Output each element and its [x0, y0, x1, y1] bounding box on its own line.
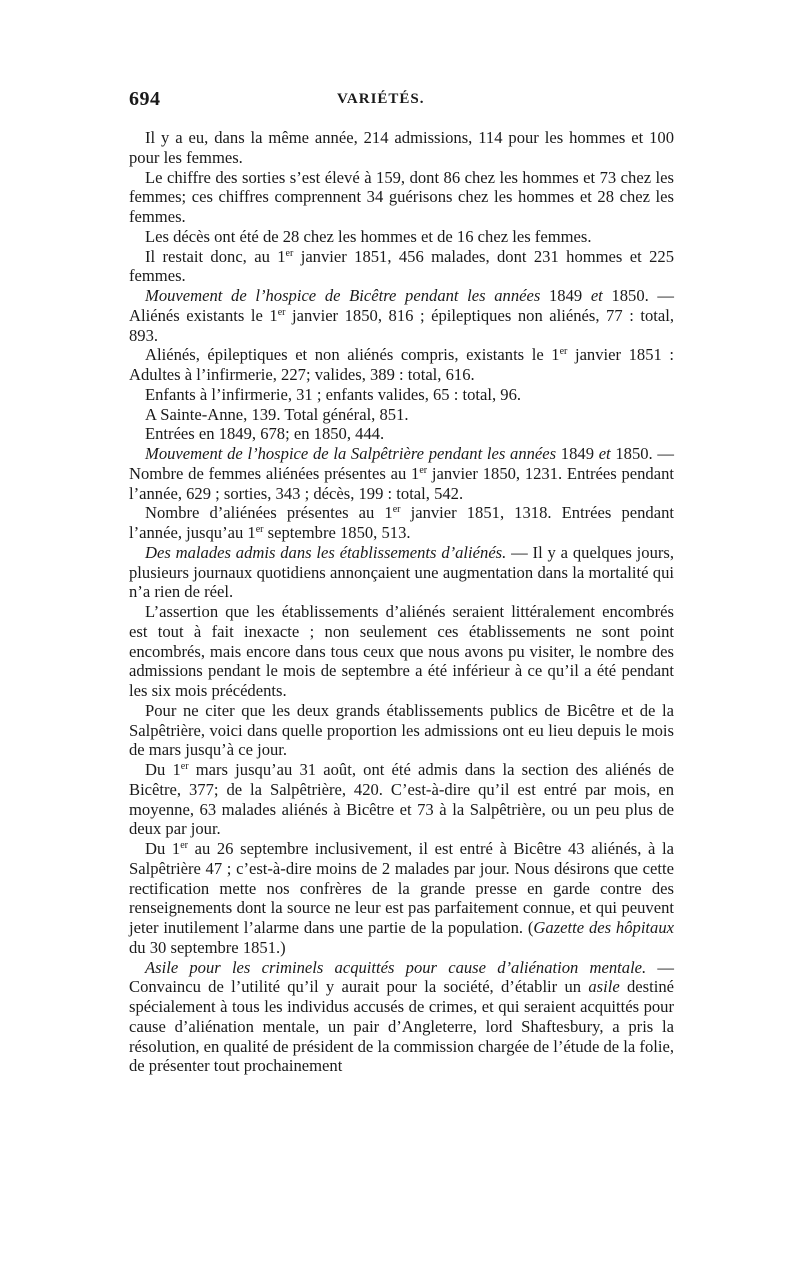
- text-run: — Il y a quelques jours, plusieurs journaux quotidiens annonçaient une augmentation dans la mortalité qui n’a rien de réel.: [129, 542, 675, 602]
- page-number: 694: [129, 88, 161, 110]
- text-run: Il restait donc, au 1: [145, 246, 286, 266]
- paragraph: [129, 839, 674, 958]
- text-run: 1850. — Aliénés existants le 1: [129, 286, 675, 325]
- text-run: — Convaincu de l’utilité qu’il y aurait pour la société, d’établir un: [129, 957, 675, 997]
- italic-text: et: [590, 286, 603, 305]
- text-run: du 30 septembre 1851.): [129, 937, 286, 957]
- paragraph: [129, 286, 674, 345]
- paragraph: [129, 602, 674, 701]
- paragraph: [129, 128, 674, 168]
- text-run: janvier 1850, 816 ; épileptiques non aliénés, 77 : total, 893.: [129, 305, 674, 345]
- paragraph: [129, 227, 674, 247]
- superscript: er: [559, 346, 568, 358]
- text-run: Entrées en 1849, 678; en 1850, 444.: [145, 424, 385, 444]
- text-run: janvier 1850, 1231. Entrées pendant l’année, 629 ; sorties, 343 ; décès, 199 : total, 542.: [129, 463, 674, 503]
- italic-text: asile: [588, 977, 620, 997]
- paragraph: [129, 247, 674, 287]
- text-run: 1849: [540, 286, 591, 305]
- text-run: Enfants à l’infirmerie, 31 ; enfants valides, 65 : total, 96.: [145, 384, 522, 404]
- text-run: janvier 1851, 1318. Entrées pendant l’année, jusqu’au 1: [129, 503, 674, 542]
- text-run: 1850. — Nombre de femmes aliénées présentes au 1: [129, 444, 674, 483]
- superscript: er: [285, 247, 294, 259]
- italic-text: Des malades admis dans les établissements d’aliénés.: [145, 542, 507, 562]
- italic-text: et: [598, 444, 611, 463]
- paragraph: [129, 345, 674, 385]
- italic-text: Asile pour les criminels acquittés pour cause d’aliénation mentale.: [145, 957, 647, 977]
- text-run: Il y a eu, dans la même année, 214 admissions, 114 pour les hommes et 100 pour les femmes.: [129, 128, 674, 167]
- paragraph: [129, 424, 674, 444]
- body-text: [129, 128, 674, 1076]
- italic-text: Mouvement de l’hospice de Bicêtre pendant les années: [145, 286, 541, 305]
- text-run: Du 1: [145, 760, 181, 779]
- text-run: destiné spécialement à tous les individus accusés de crimes, et qui seraient acquittés pour cause d’aliénation mentale, un pair d’Angleterre, lord Shaftesbury, a pris la résolution, en qualité de président de la commission chargée de l’étude de la folie, de présenter tout prochainement: [129, 977, 675, 1076]
- text-run: 1849: [556, 444, 599, 463]
- superscript: er: [277, 306, 286, 318]
- paragraph: [129, 543, 674, 602]
- paragraph: [129, 385, 674, 405]
- text-run: Pour ne citer que les deux grands établissements publics de Bicêtre et de la Salpêtrière, voici dans quelle proportion les admissions ont eu lieu depuis le mois de mars jusqu’à ce jour.: [129, 700, 674, 760]
- text-run: Les décès ont été de 28 chez les hommes et de 16 chez les femmes.: [145, 226, 592, 246]
- superscript: er: [180, 761, 189, 772]
- text-run: septembre 1850, 513.: [263, 523, 411, 542]
- text-run: janvier 1851, 456 malades, dont 231 hommes et 225 femmes.: [129, 246, 674, 286]
- superscript: er: [180, 840, 188, 851]
- text-run: au 26 septembre inclusivement, il est entré à Bicêtre 43 aliénés, à la Salpêtrière 47 ; c’est-à-dire moins de 2 malades par jour. Nous désirons que cette rectification mette nos confrères de la grande presse en garde contre des renseignements dont la source ne leur est pas parfaitement connue, et qui peuvent jeter inutilement l’alarme dans une partie de la population. (: [129, 839, 674, 937]
- paragraph: [129, 958, 674, 1077]
- paragraph: [129, 444, 674, 503]
- text-run: L’assertion que les établissements d’aliénés seraient littéralement encombrés est tout à fait inexacte ; non seulement ces établissements ne sont point encombrés, mais encore dans tous ceux que nous avons pu visiter, le nombre des admissions pendant le mois de septembre a été inférieur à ce qu’il a été pendant les six mois précédents.: [129, 602, 674, 700]
- paragraph: [129, 503, 674, 543]
- text-run: Nombre d’aliénées présentes au 1: [145, 503, 393, 523]
- italic-text: Gazette des hôpitaux: [533, 918, 674, 937]
- text-run: mars jusqu’au 31 août, ont été admis dans la section des aliénés de Bicêtre, 377; de la Salpêtrière, 420. C’est-à-dire qu’il est entré par mois, en moyenne, 63 malades aliénés à Bicêtre et 73 à la Salpêtrière, ou un peu plus de deux par jour.: [129, 760, 674, 839]
- superscript: er: [255, 524, 264, 535]
- paragraph: [129, 168, 674, 227]
- superscript: er: [392, 504, 401, 516]
- paragraph: [129, 405, 674, 425]
- superscript: er: [419, 464, 428, 476]
- text-run: A Sainte-Anne, 139. Total général, 851.: [145, 404, 409, 424]
- running-head: VARIÉTÉS.: [337, 91, 425, 107]
- paragraph: [129, 760, 674, 839]
- page-header: [129, 88, 674, 114]
- text-run: Du 1: [145, 839, 181, 858]
- text-run: Aliénés, épileptiques et non aliénés compris, existants le 1: [145, 345, 560, 365]
- paragraph: [129, 701, 674, 760]
- text-run: janvier 1851 : Adultes à l’infirmerie, 227; valides, 389 : total, 616.: [129, 345, 674, 384]
- text-run: Le chiffre des sorties s’est élevé à 159, dont 86 chez les hommes et 73 chez les femmes; ces chiffres comprennent 34 guérisons chez les hommes et 28 chez les femmes.: [129, 167, 674, 226]
- italic-text: Mouvement de l’hospice de la Salpêtrière pendant les années: [145, 444, 557, 463]
